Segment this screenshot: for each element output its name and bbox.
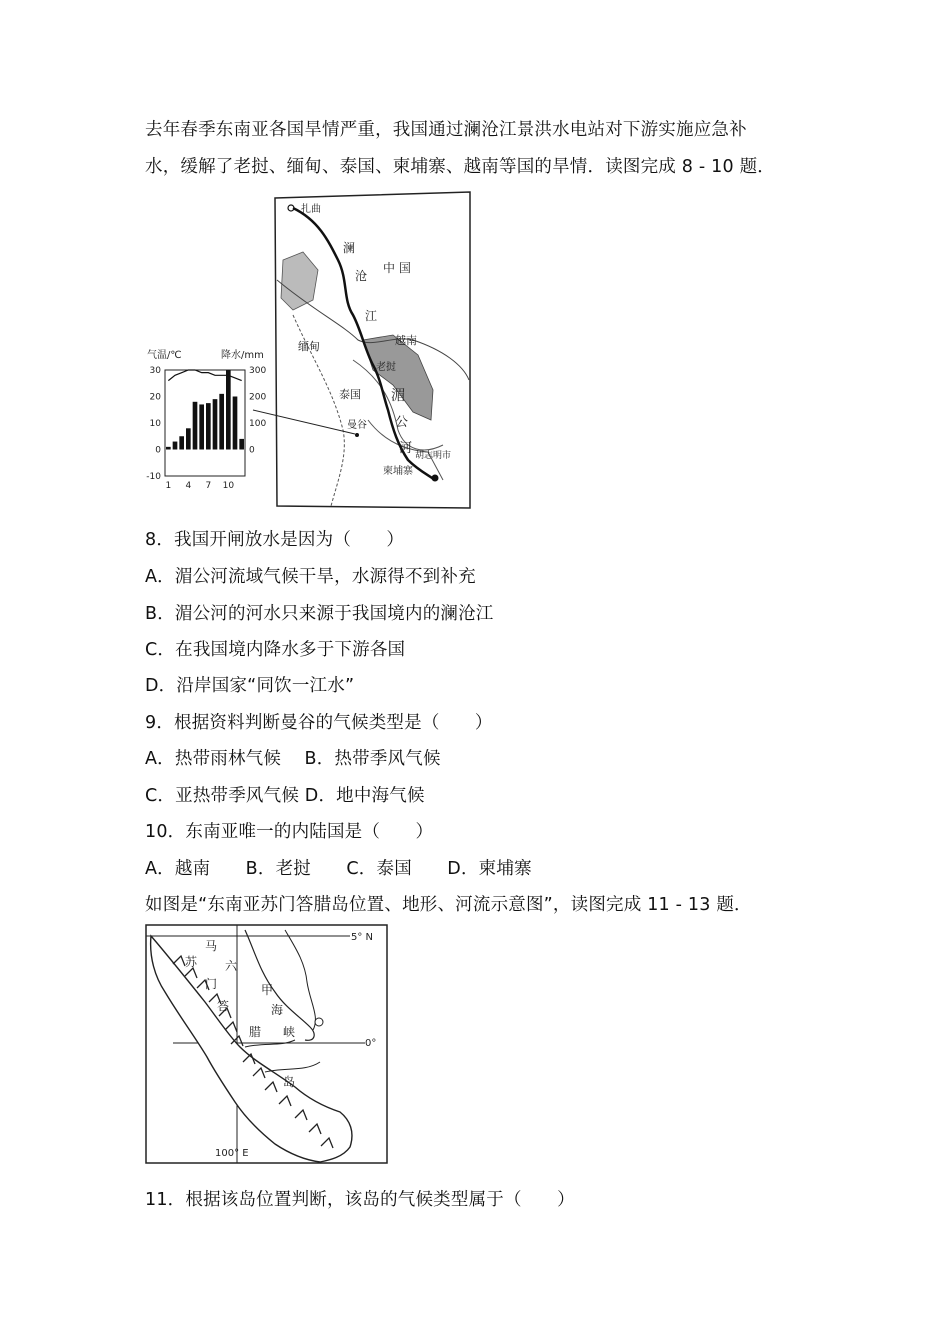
precip-tick-label: 200 bbox=[249, 392, 267, 403]
label-lat0: 0° bbox=[365, 1038, 377, 1049]
label-thailand: 泰国 bbox=[339, 388, 361, 401]
label-he: 河 bbox=[399, 441, 413, 456]
precip-bar bbox=[213, 399, 218, 449]
label-hai: 海 bbox=[271, 1003, 284, 1017]
label-jiang: 江 bbox=[365, 309, 378, 323]
label-burma: 缅甸 bbox=[298, 340, 320, 353]
mekong-map-figure bbox=[143, 190, 478, 512]
temp-tick-label: 10 bbox=[149, 419, 161, 429]
label-mei: 湄 bbox=[391, 388, 405, 404]
precip-bar bbox=[179, 436, 184, 449]
precip-bar bbox=[239, 439, 244, 450]
label-bangkok: 曼谷 bbox=[347, 420, 367, 431]
q8-stem: 8．我国开闸放水是因为（ ） bbox=[145, 530, 405, 550]
precip-bar bbox=[219, 394, 224, 450]
q10-options: A．越南 B．老挝 C．泰国 D．柬埔寨 bbox=[145, 859, 532, 879]
label-laos: 老挝 bbox=[376, 362, 396, 373]
label-da: 答 bbox=[217, 999, 230, 1013]
precip-bar bbox=[199, 404, 204, 449]
temp-tick-label: 20 bbox=[149, 392, 161, 403]
q9-options-ab: A．热带雨林气候 B．热带季风气候 bbox=[145, 749, 441, 769]
precip-bar bbox=[186, 428, 191, 449]
temp-tick-label: 0 bbox=[155, 445, 161, 456]
precip-bar bbox=[233, 397, 238, 450]
precip-bar bbox=[226, 370, 231, 450]
temp-tick-label: -10 bbox=[146, 472, 161, 482]
label-dao: 岛 bbox=[283, 1075, 296, 1089]
label-cang: 沧 bbox=[355, 269, 368, 283]
month-tick-label: 4 bbox=[185, 481, 192, 491]
precip-bar bbox=[193, 402, 198, 450]
intro-line-2: 水，缓解了老挝、缅甸、泰国、柬埔寨、越南等国的旱情．读图完成 8 - 10 题． bbox=[145, 157, 775, 177]
label-cambodia: 柬埔寨 bbox=[383, 466, 413, 477]
precip-tick-label: 300 bbox=[249, 366, 267, 376]
intro-2: 如图是“东南亚苏门答腊岛位置、地形、河流示意图”，读图完成 11 - 13 题． bbox=[145, 895, 752, 915]
label-lon100: 100° E bbox=[215, 1148, 249, 1159]
label-su: 苏 bbox=[185, 955, 198, 969]
month-tick-label: 1 bbox=[165, 481, 172, 491]
label-men: 门 bbox=[205, 977, 218, 991]
label-gong: 公 bbox=[395, 415, 409, 430]
q11-stem: 11．根据该岛位置判断，该岛的气候类型属于（ ） bbox=[145, 1190, 575, 1210]
precip-tick-label: 0 bbox=[249, 445, 255, 456]
label-jia: 甲 bbox=[261, 983, 274, 997]
sumatra-map-figure bbox=[145, 922, 390, 1166]
bangkok-climate-chart bbox=[146, 348, 266, 491]
month-tick-label: 7 bbox=[205, 481, 212, 491]
q10-stem: 10．东南亚唯一的内陆国是（ ） bbox=[145, 822, 434, 842]
label-hcm: 胡志明市 bbox=[415, 451, 452, 461]
label-china: 中 国 bbox=[383, 261, 411, 275]
q8-option-b: B．湄公河的河水只来源于我国境内的澜沧江 bbox=[145, 604, 494, 624]
precip-bar bbox=[206, 403, 211, 449]
q8-option-c: C．在我国境内降水多于下游各国 bbox=[145, 640, 406, 660]
q9-options-cd: C．亚热带季风气候 D．地中海气候 bbox=[145, 786, 425, 806]
label-ma: 马 bbox=[205, 939, 218, 953]
q9-stem: 9．根据资料判断曼谷的气候类型是（ ） bbox=[145, 713, 493, 733]
label-xia: 峡 bbox=[283, 1025, 296, 1039]
label-la: 腊 bbox=[249, 1025, 262, 1039]
label-lan: 澜 bbox=[343, 241, 356, 255]
precip-axis-label: 降水/mm bbox=[221, 350, 264, 361]
label-lat5: 5° N bbox=[351, 932, 374, 943]
precip-bar bbox=[173, 442, 178, 450]
temp-tick-label: 30 bbox=[149, 366, 161, 376]
precip-bar bbox=[166, 447, 171, 450]
month-tick-label: 10 bbox=[222, 481, 235, 491]
intro-line-1: 去年春季东南亚各国旱情严重，我国通过澜沧江景洪水电站对下游实施应急补 bbox=[145, 120, 747, 140]
label-vietnam: 越南 bbox=[395, 334, 417, 347]
label-zhaqu: 扎曲 bbox=[301, 204, 321, 215]
temp-axis-label: 气温/℃ bbox=[147, 350, 182, 361]
precip-tick-label: 100 bbox=[249, 419, 267, 429]
label-liu: 六 bbox=[225, 959, 238, 973]
q8-option-d: D．沿岸国家“同饮一江水” bbox=[145, 676, 355, 696]
q8-option-a: A．湄公河流域气候干旱，水源得不到补充 bbox=[145, 567, 476, 587]
